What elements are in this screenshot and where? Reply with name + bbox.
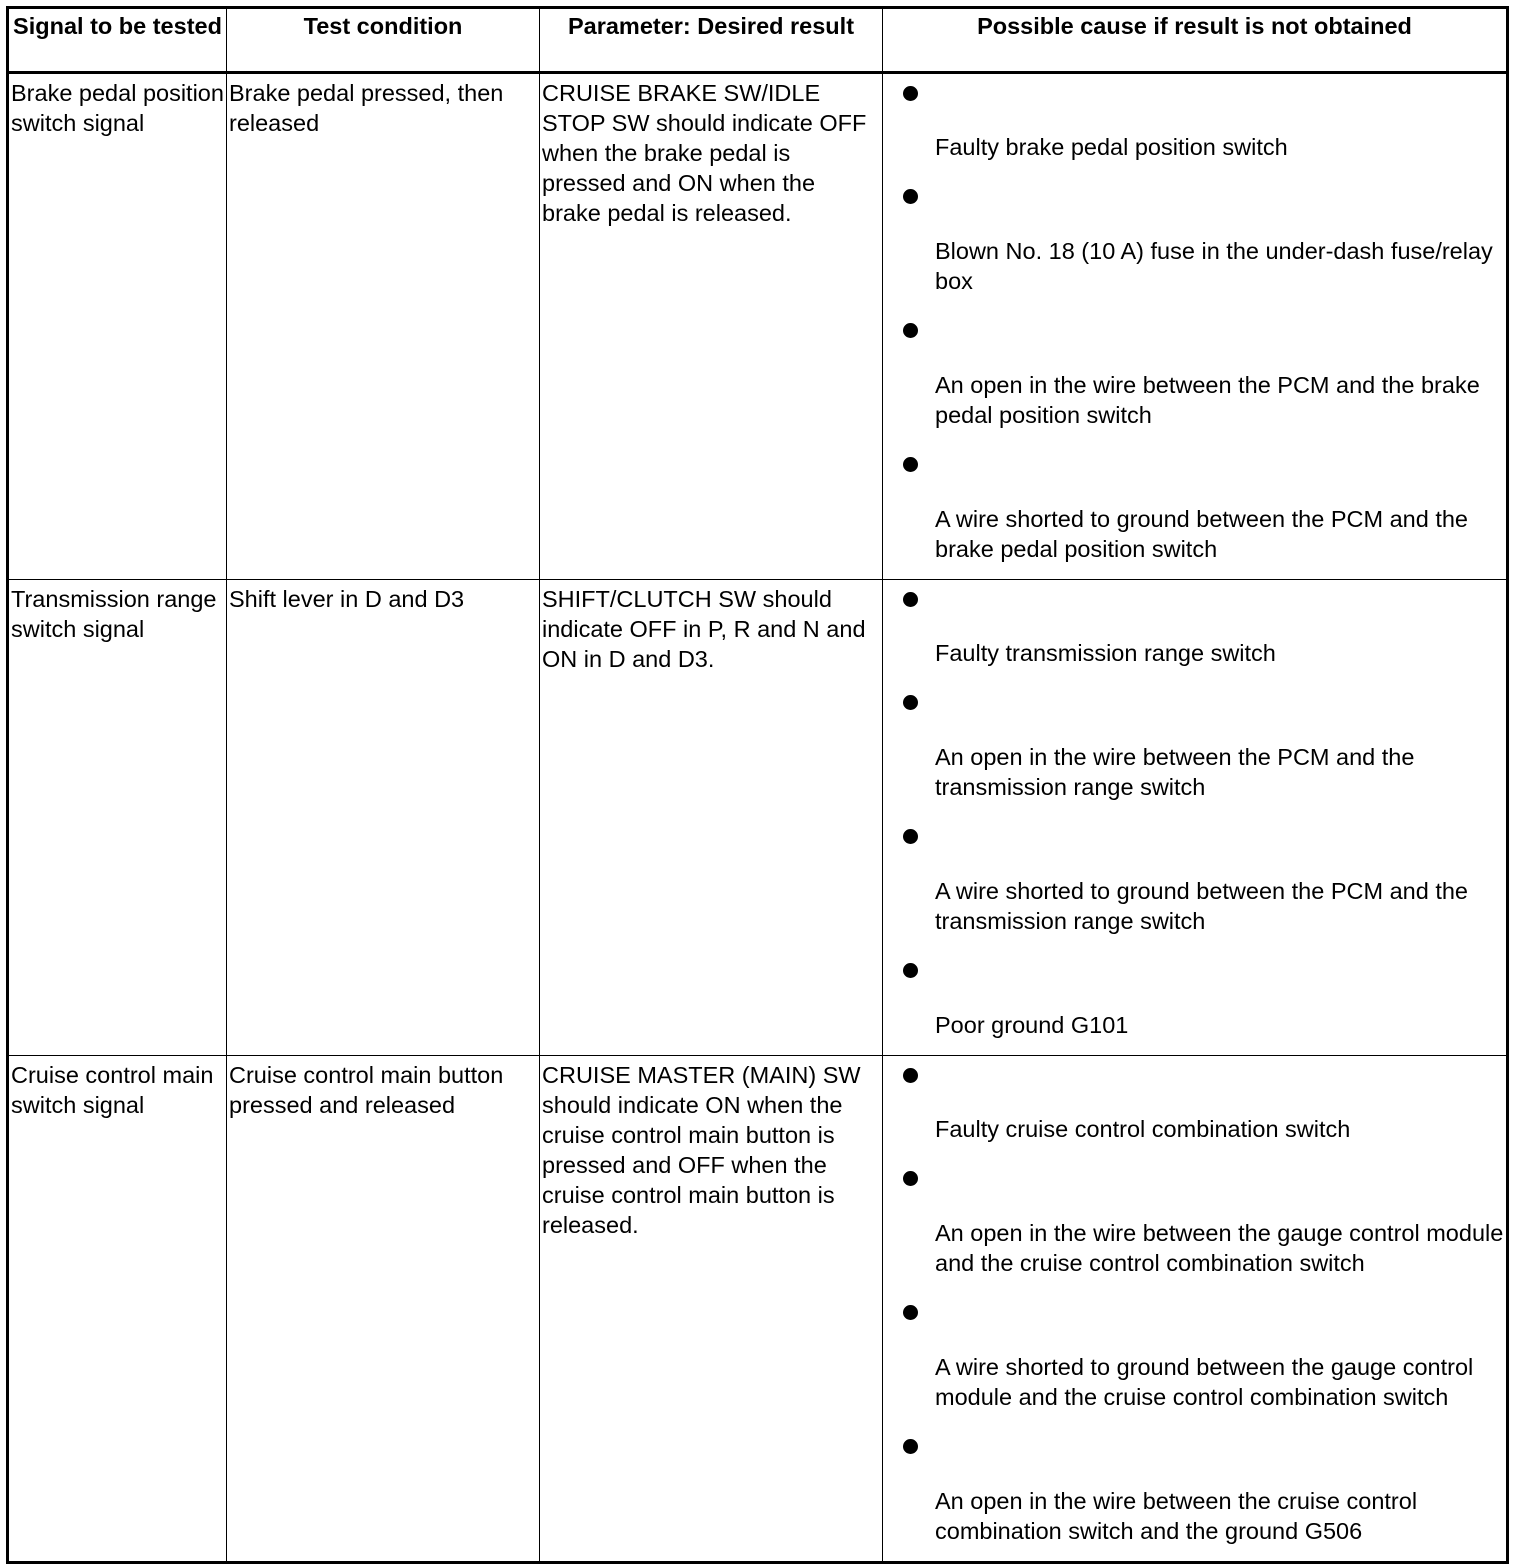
- header-signal: Signal to be tested: [8, 8, 227, 73]
- bullet-icon: [903, 457, 918, 472]
- bullet-icon: [903, 1439, 918, 1454]
- causes-cell: [883, 580, 1508, 1056]
- table-row: [8, 73, 1508, 580]
- cause-item: [883, 177, 1506, 311]
- bullet-icon: [903, 695, 918, 710]
- table-row: [8, 1056, 1508, 1563]
- cause-text: An open in the wire between the PCM and the brake pedal position switch: [935, 372, 1480, 428]
- cause-text: Faulty brake pedal position switch: [935, 134, 1288, 160]
- condition-cell: Cruise control main button pressed and released: [227, 1056, 540, 1563]
- header-test-condition: Test condition: [227, 8, 540, 73]
- header-possible-cause: Possible cause if result is not obtained: [883, 8, 1508, 73]
- bullet-icon: [903, 189, 918, 204]
- cause-item: [883, 951, 1506, 1055]
- cause-item: [883, 1159, 1506, 1293]
- condition-cell: Shift lever in D and D3: [227, 580, 540, 1056]
- cause-text: Faulty transmission range switch: [935, 640, 1276, 666]
- cause-item: [883, 1427, 1506, 1561]
- cause-list: [883, 1056, 1506, 1561]
- cause-item: [883, 445, 1506, 579]
- table-row: [8, 580, 1508, 1056]
- signal-cell: Brake pedal position switch signal: [8, 73, 227, 580]
- causes-cell: [883, 1056, 1508, 1563]
- cause-item: [883, 74, 1506, 177]
- header-row: [8, 8, 1508, 73]
- cause-text: An open in the wire between the cruise control combination switch and the ground G506: [935, 1488, 1418, 1544]
- bullet-icon: [903, 592, 918, 607]
- condition-cell: Brake pedal pressed, then released: [227, 73, 540, 580]
- cause-item: [883, 1293, 1506, 1427]
- signal-cell: Transmission range switch signal: [8, 580, 227, 1056]
- header-desired-result: Parameter: Desired result: [540, 8, 883, 73]
- cause-item: [883, 1056, 1506, 1159]
- cause-text: An open in the wire between the PCM and the transmission range switch: [935, 744, 1415, 800]
- cause-list: [883, 74, 1506, 579]
- result-cell: CRUISE BRAKE SW/IDLE STOP SW should indicate OFF when the brake pedal is pressed and ON when the brake pedal is released.: [540, 73, 883, 580]
- cause-text: An open in the wire between the gauge control module and the cruise control combination switch: [935, 1220, 1504, 1276]
- cause-list: [883, 580, 1506, 1055]
- cause-text: Faulty cruise control combination switch: [935, 1116, 1351, 1142]
- cause-item: [883, 311, 1506, 445]
- diagnostic-table: [6, 6, 1509, 1564]
- bullet-icon: [903, 1305, 918, 1320]
- cause-item: [883, 580, 1506, 683]
- bullet-icon: [903, 86, 918, 101]
- result-cell: SHIFT/CLUTCH SW should indicate OFF in P, R and N and ON in D and D3.: [540, 580, 883, 1056]
- causes-cell: [883, 73, 1508, 580]
- bullet-icon: [903, 323, 918, 338]
- cause-text: A wire shorted to ground between the PCM and the brake pedal position switch: [935, 506, 1468, 562]
- bullet-icon: [903, 1068, 918, 1083]
- cause-item: [883, 683, 1506, 817]
- bullet-icon: [903, 963, 918, 978]
- bullet-icon: [903, 829, 918, 844]
- cause-text: Poor ground G101: [935, 1012, 1129, 1038]
- cause-text: A wire shorted to ground between the PCM and the transmission range switch: [935, 878, 1468, 934]
- cause-item: [883, 817, 1506, 951]
- cause-text: A wire shorted to ground between the gauge control module and the cruise control combination switch: [935, 1354, 1474, 1410]
- cause-text: Blown No. 18 (10 A) fuse in the under-dash fuse/relay box: [935, 238, 1493, 294]
- result-cell: CRUISE MASTER (MAIN) SW should indicate ON when the cruise control main button is pressed and OFF when the cruise control main button is released.: [540, 1056, 883, 1563]
- bullet-icon: [903, 1171, 918, 1186]
- signal-cell: Cruise control main switch signal: [8, 1056, 227, 1563]
